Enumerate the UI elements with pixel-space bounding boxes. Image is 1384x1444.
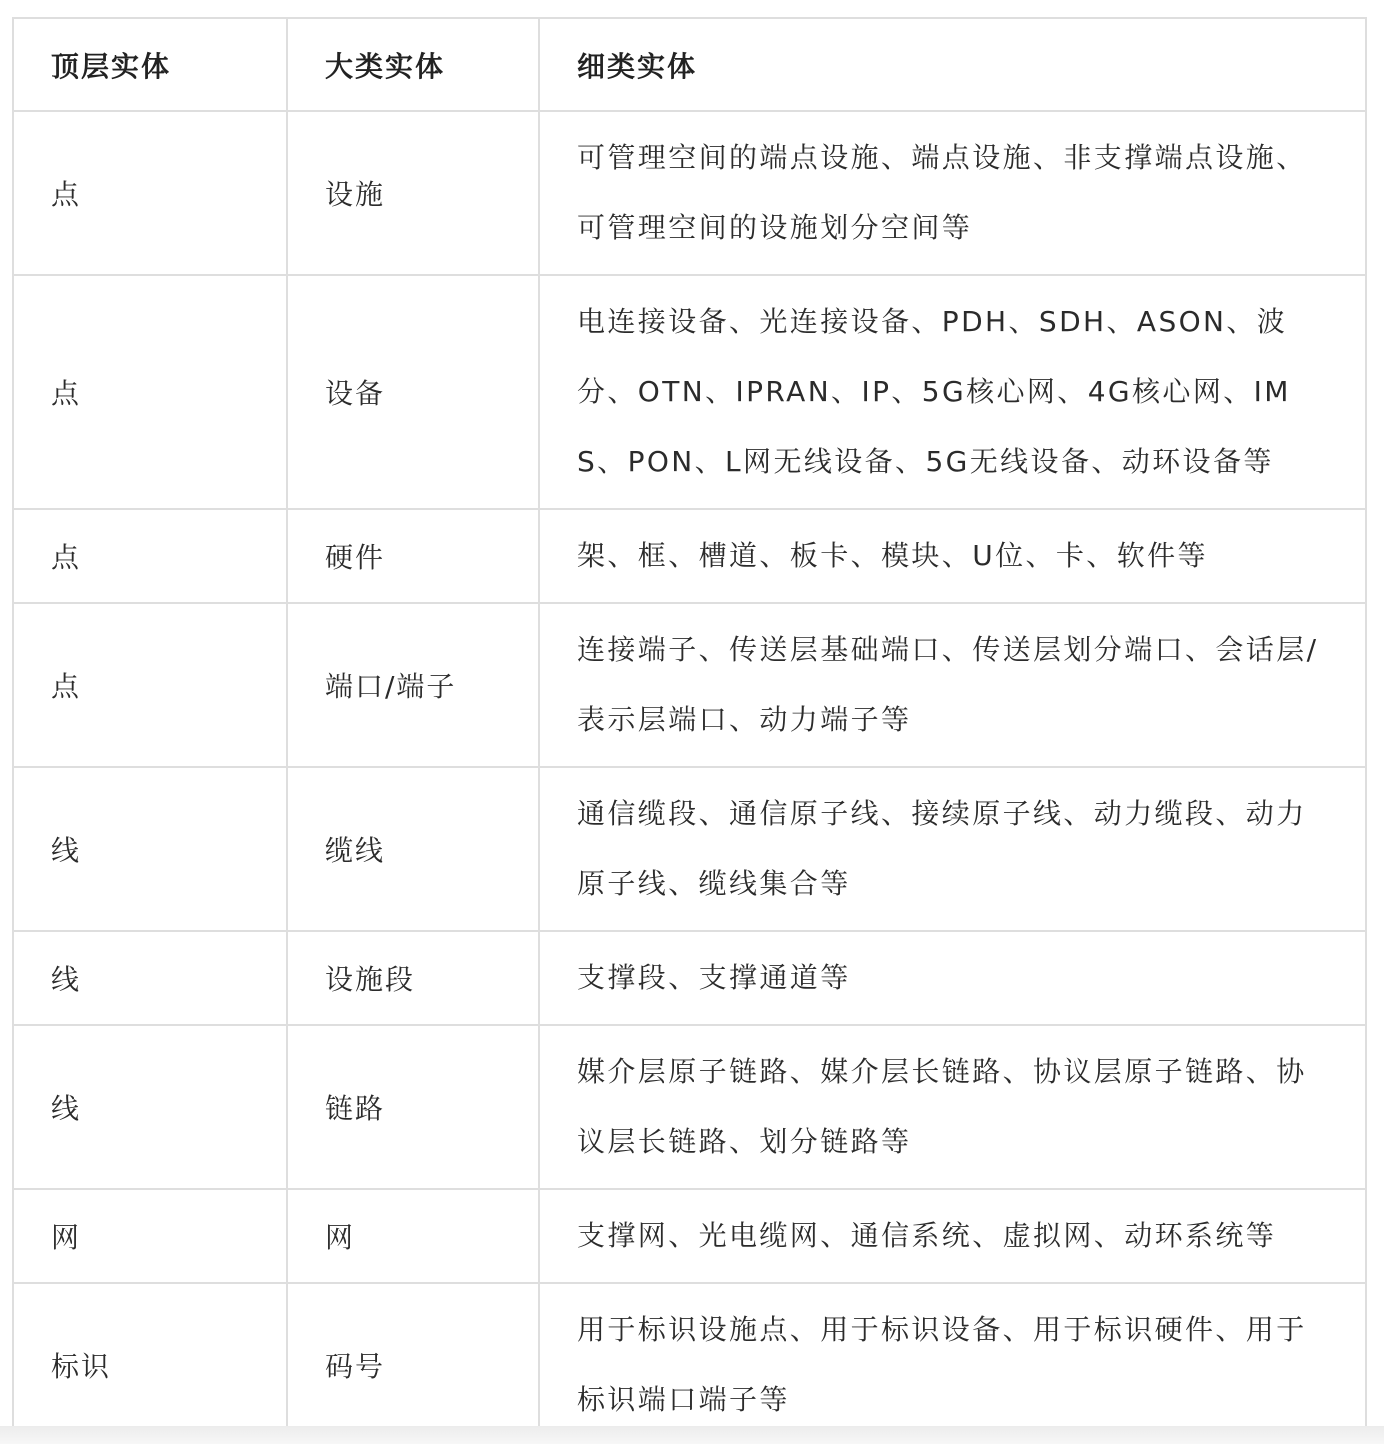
cell-top-entity: 点 xyxy=(13,111,287,275)
table-row xyxy=(13,1025,1366,1189)
entity-table-container xyxy=(12,17,1365,1444)
cell-detail-entity: 媒介层原子链路、媒介层长链路、协议层原子链路、协议层长链路、划分链路等 xyxy=(539,1025,1366,1189)
table-body xyxy=(13,111,1366,1444)
cell-top-entity: 网 xyxy=(13,1189,287,1283)
cell-detail-entity: 支撑段、支撑通道等 xyxy=(539,931,1366,1025)
cell-top-entity: 线 xyxy=(13,1025,287,1189)
cell-top-entity: 点 xyxy=(13,603,287,767)
table-row xyxy=(13,931,1366,1025)
table-row xyxy=(13,1189,1366,1283)
cell-top-entity: 点 xyxy=(13,275,287,509)
table-row xyxy=(13,603,1366,767)
cell-detail-entity: 通信缆段、通信原子线、接续原子线、动力缆段、动力原子线、缆线集合等 xyxy=(539,767,1366,931)
cell-top-entity: 标识 xyxy=(13,1283,287,1444)
cell-major-entity: 码号 xyxy=(287,1283,539,1444)
table-row xyxy=(13,767,1366,931)
cell-detail-entity: 用于标识设施点、用于标识设备、用于标识硬件、用于标识端口端子等 xyxy=(539,1283,1366,1444)
cell-detail-entity: 连接端子、传送层基础端口、传送层划分端口、会话层/表示层端口、动力端子等 xyxy=(539,603,1366,767)
table-row xyxy=(13,275,1366,509)
header-detail-entity: 细类实体 xyxy=(539,18,1366,111)
cell-major-entity: 设备 xyxy=(287,275,539,509)
header-major-entity: 大类实体 xyxy=(287,18,539,111)
cell-top-entity: 线 xyxy=(13,931,287,1025)
cell-major-entity: 链路 xyxy=(287,1025,539,1189)
table-row xyxy=(13,1283,1366,1444)
table-row xyxy=(13,111,1366,275)
entity-table xyxy=(12,17,1367,1444)
cell-major-entity: 设施 xyxy=(287,111,539,275)
table-row xyxy=(13,509,1366,603)
cell-major-entity: 网 xyxy=(287,1189,539,1283)
cell-detail-entity: 架、框、槽道、板卡、模块、U位、卡、软件等 xyxy=(539,509,1366,603)
table-header xyxy=(13,18,1366,111)
cell-detail-entity: 电连接设备、光连接设备、PDH、SDH、ASON、波分、OTN、IPRAN、IP、5G核心网、4G核心网、IMS、PON、L网无线设备、5G无线设备、动环设备等 xyxy=(539,275,1366,509)
header-row xyxy=(13,18,1366,111)
page-bottom-edge xyxy=(0,1426,1384,1444)
cell-major-entity: 缆线 xyxy=(287,767,539,931)
cell-detail-entity: 可管理空间的端点设施、端点设施、非支撑端点设施、可管理空间的设施划分空间等 xyxy=(539,111,1366,275)
cell-detail-entity: 支撑网、光电缆网、通信系统、虚拟网、动环系统等 xyxy=(539,1189,1366,1283)
cell-major-entity: 设施段 xyxy=(287,931,539,1025)
header-top-entity: 顶层实体 xyxy=(13,18,287,111)
cell-major-entity: 硬件 xyxy=(287,509,539,603)
cell-major-entity: 端口/端子 xyxy=(287,603,539,767)
cell-top-entity: 线 xyxy=(13,767,287,931)
cell-top-entity: 点 xyxy=(13,509,287,603)
